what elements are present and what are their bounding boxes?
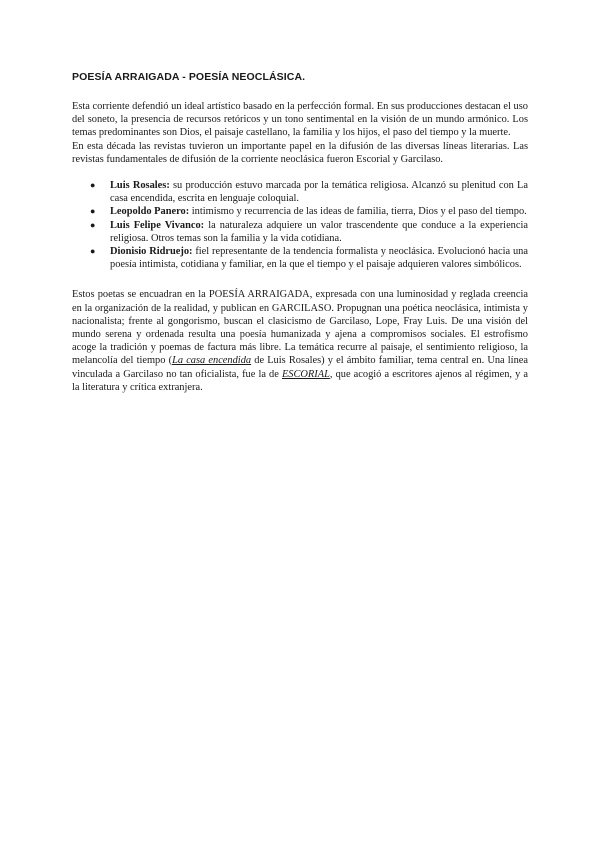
- list-item-dionisio-ridruejo: [90, 245, 528, 271]
- author-description: la naturaleza adquiere un valor trascendente que conduce a la experiencia religiosa. Otros temas son la familia y la vida cotidiana.: [110, 219, 528, 244]
- intro-paragraph: Esta corriente defendió un ideal artístico basado en la perfección formal. En sus producciones destacan el uso del soneto, la presencia de recursos retóricos y un tono sentimental en la visión de un mundo armónico. Los temas predominantes son Dios, el paisaje castellano, la familia y los hijos, el paso del tiempo y la muerte.: [72, 101, 528, 139]
- bullet-icon: ●: [90, 206, 96, 217]
- author-name: Luis Felipe Vivanco:: [110, 219, 205, 231]
- summary-paragraph: [72, 288, 528, 394]
- author-name: Leopoldo Panero:: [110, 206, 190, 218]
- document-title: POESÍA ARRAIGADA - POESÍA NEOCLÁSICA.: [72, 71, 306, 83]
- work-title-link[interactable]: La casa encendida: [172, 355, 252, 367]
- authors-list: [72, 179, 528, 271]
- magazine-link[interactable]: ESCORIAL: [281, 368, 330, 380]
- author-name: Dionisio Ridruejo:: [110, 246, 193, 258]
- summary-text-part-3: , que acogió a escritores ajenos al régimen, y a la literatura y crítica extranjera.: [72, 368, 528, 393]
- document-page: [72, 70, 528, 394]
- list-item-luis-rosales: [90, 179, 528, 205]
- list-item-luis-felipe-vivanco: [90, 219, 528, 245]
- bullet-icon: ●: [90, 180, 96, 191]
- list-item-leopoldo-panero: [90, 205, 528, 218]
- author-description: fiel representante de la tendencia formalista y neoclásica. Evolucionó hacia una poesía intimista, cotidiana y familiar, en la que el tiempo y el paisaje adquieren valores simbólicos.: [110, 246, 528, 271]
- bullet-icon: ●: [90, 246, 96, 257]
- author-description: intimismo y recurrencia de las ideas de familia, tierra, Dios y el paso del tiempo.: [189, 206, 527, 218]
- bullet-icon: ●: [90, 219, 96, 230]
- magazines-paragraph: En esta década las revistas tuvieron un importante papel en la difusión de las diversas líneas literarias. Las revistas fundamentales de difusión de la corriente neoclásica fueron Escorial y Garcilaso.: [72, 140, 528, 165]
- summary-text-part-2: de Luis Rosales) y el ámbito familiar, tema central en. Una línea vinculada a Garcilaso no tan oficialista, fue la de: [72, 355, 528, 380]
- summary-text-part-1: Estos poetas se encuadran en la POESÍA ARRAIGADA, expresada con una luminosidad y reglada creencia en la organización de la realidad, y publican en GARCILASO. Propugnan una poética neoclásica, intimista y nacionalista; frente al gongorismo, buscan el clasicismo de Garcilaso, Lope, Fray Luis. De una visión del mundo serena y ordenada resulta una poesía humanizada y ajena a compromisos sociales. El estrofismo acoge la tradición y poemas de factura más libre. La temática recurre al paisaje, el sentimiento religioso, la melancolía del tiempo (: [72, 289, 528, 367]
- author-name: Luis Rosales:: [110, 180, 170, 192]
- author-description: su producción estuvo marcada por la temática religiosa. Alcanzó su plenitud con La casa encendida, escrita en lenguaje coloquial.: [110, 180, 528, 205]
